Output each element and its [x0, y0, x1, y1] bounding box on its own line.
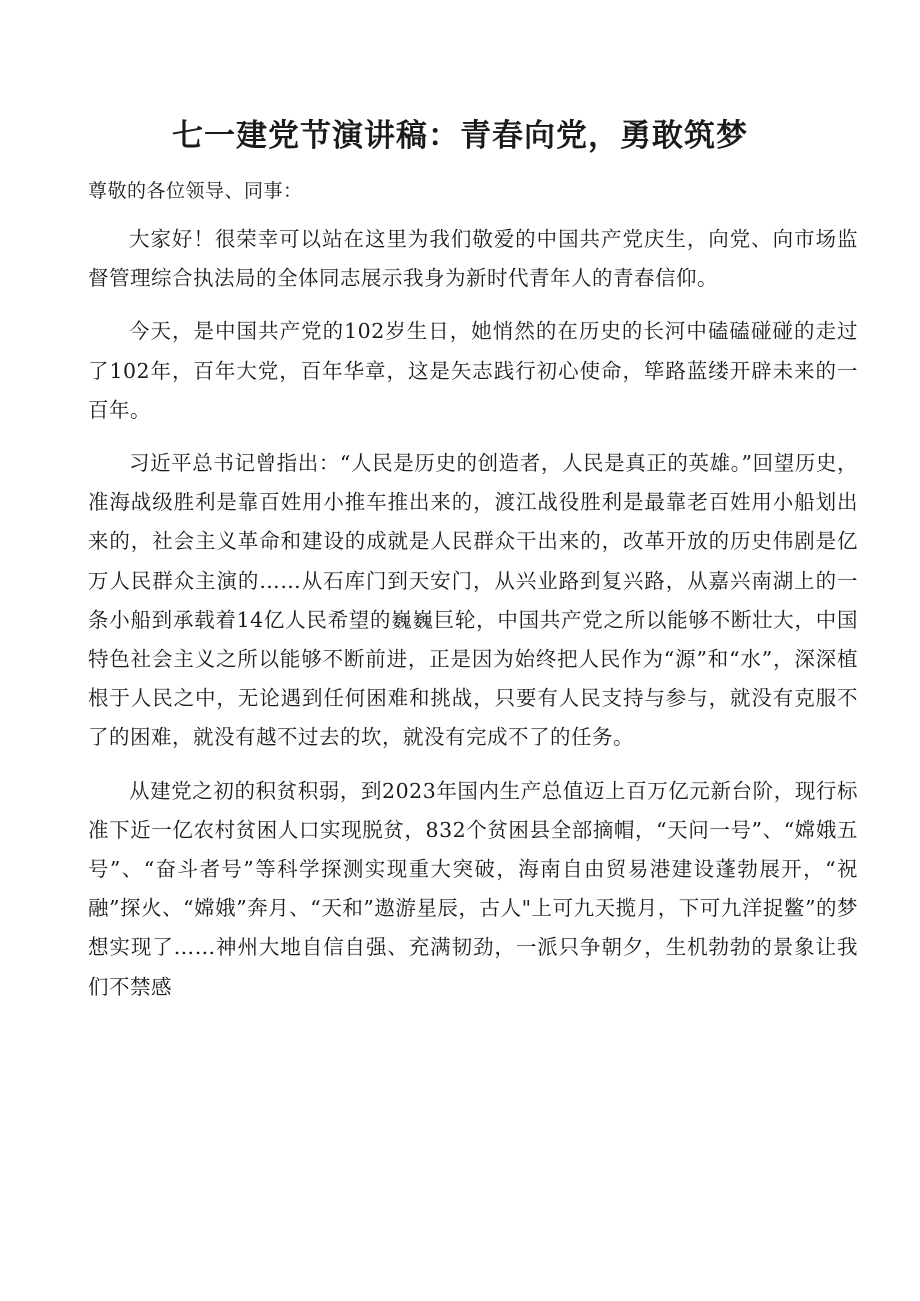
paragraph-anniversary: 今天，是中国共产党的102岁生日，她悄然的在历史的长河中磕磕碰碰的走过了102年，百年大党，百年华章，这是矢志践行初心使命，筚路蓝缕开辟未来的一百年。: [88, 319, 858, 422]
paragraph-achievements: 从建党之初的积贫积弱，到2023年国内生产总值迈上百万亿元新台阶，现行标准下近一亿农村贫困人口实现脱贫，832个贫困县全部摘帽，“天问一号”、“嫦娥五号”、“奋斗者号”等科学探测实现重大突破，海南自由贸易港建设蓬勃展开，“祝融”探火、“嫦娥”奔月、“天和”遨游星辰，古人"上可九天揽月，下可九洋捉鳖”的梦想实现了……神州大地自信自强、充满韧劲，一派只争朝夕，生机勃勃的景象让我们不禁感: [88, 778, 858, 999]
paragraph-people: 习近平总书记曾指出：“人民是历史的创造者，人民是真正的英雄。”回望历史，准海战级胜利是靠百姓用小推车推出来的，渡江战役胜利是最靠老百姓用小船划出来的，社会主义革命和建设的成就是人民群众干出来的，改革开放的历史伟剧是亿万人民群众主演的……从石库门到天安门，从兴业路到复兴路，从嘉兴南湖上的一条小船到承载着14亿人民希望的巍巍巨轮，中国共产党之所以能够不断壮大，中国特色社会主义之所以能够不断前进，正是因为始终把人民作为“源”和“水”，深深植根于人民之中，无论遇到任何困难和挑战，只要有人民支持与参与，就没有克服不了的困难，就没有越不过去的坎，就没有完成不了的任务。: [88, 451, 858, 750]
salutation: 尊敬的各位领导、同事：: [88, 180, 303, 202]
document-body: [88, 220, 858, 1021]
paragraph-greeting: 大家好！很荣幸可以站在这里为我们敬爱的中国共产党庆生，向党、向市场监督管理综合执法局的全体同志展示我身为新时代青年人的青春信仰。: [88, 227, 858, 291]
document-title: 七一建党节演讲稿：青春向党，勇敢筑梦: [172, 118, 748, 154]
